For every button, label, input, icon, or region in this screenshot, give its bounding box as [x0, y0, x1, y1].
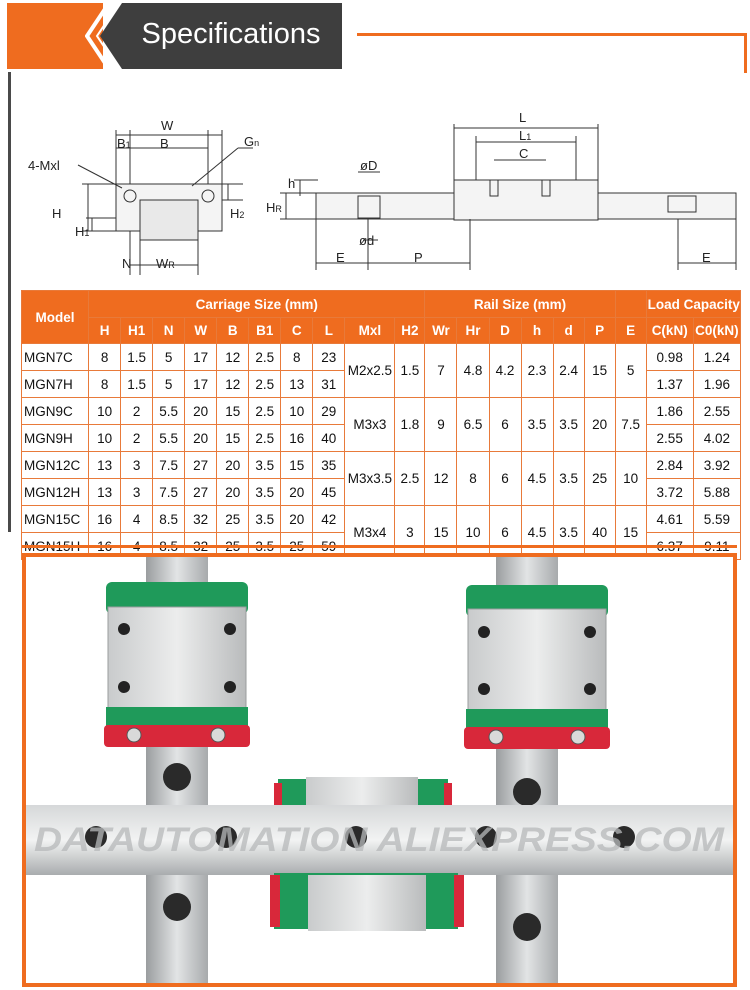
col-l: L	[313, 318, 345, 344]
table-cell: 2.84	[646, 452, 693, 479]
header-model: Model	[22, 291, 89, 344]
table-cell: 5.5	[153, 398, 185, 425]
table-cell: 2	[121, 425, 153, 452]
table-cell: 12	[217, 371, 249, 398]
table-cell: 5	[153, 344, 185, 371]
table-cell: 16	[89, 506, 121, 533]
col-n: N	[153, 318, 185, 344]
dim-l: L	[519, 110, 527, 125]
table-cell: 42	[313, 506, 345, 533]
table-cell: 13	[281, 371, 313, 398]
table-cell: 2.3	[521, 344, 553, 398]
front-view	[78, 130, 253, 275]
table-cell: 27	[185, 452, 217, 479]
dim-l1: L1	[519, 128, 532, 143]
table-cell: 13	[89, 452, 121, 479]
table-cell: 12	[425, 452, 457, 506]
table-cell: 5.88	[693, 479, 740, 506]
table-cell: 15	[217, 398, 249, 425]
col-w: W	[185, 318, 217, 344]
dim-w: W	[161, 118, 174, 133]
table-cell: 1.5	[121, 344, 153, 371]
table-cell: 31	[313, 371, 345, 398]
table-cell: 40	[313, 425, 345, 452]
table-cell: 5	[615, 344, 646, 398]
table-cell: 3.5	[249, 479, 281, 506]
dim-h1: H1	[75, 224, 90, 239]
dim-b1: B1	[117, 136, 131, 151]
table-cell: 4.02	[693, 425, 740, 452]
table-cell: 1.86	[646, 398, 693, 425]
dim-b: B	[160, 136, 169, 151]
technical-drawing	[18, 100, 743, 280]
table-cell: 2.55	[646, 425, 693, 452]
col-e: E	[615, 318, 646, 344]
table-cell: 20	[281, 506, 313, 533]
table-cell: 32	[185, 506, 217, 533]
header-load-capacity: Load Capacity	[646, 291, 740, 318]
table-cell: 20	[281, 479, 313, 506]
table-cell: M3x4	[345, 506, 395, 560]
header-rule	[357, 33, 747, 36]
table-cell: 6	[489, 398, 521, 452]
table-cell: 3.72	[646, 479, 693, 506]
table-cell: 2.5	[249, 425, 281, 452]
table-cell: 8	[281, 344, 313, 371]
table-cell: 4.5	[521, 452, 553, 506]
table-cell: 6	[489, 506, 521, 560]
table-cell: 17	[185, 344, 217, 371]
table-row	[22, 452, 741, 479]
dim-c: C	[519, 146, 529, 161]
table-cell: 5.59	[693, 506, 740, 533]
col-b1: B1	[249, 318, 281, 344]
table-cell: 2.5	[249, 398, 281, 425]
col-mxl: Mxl	[345, 318, 395, 344]
table-cell: 3.92	[693, 452, 740, 479]
table-cell: 3	[121, 479, 153, 506]
table-cell: 2.5	[249, 344, 281, 371]
dim-n: N	[122, 256, 132, 271]
model-cell: MGN9H	[22, 425, 89, 452]
table-cell: 7.5	[615, 398, 646, 452]
table-cell: 40	[584, 506, 615, 560]
dim-mxl: 4-Mxl	[28, 158, 60, 173]
header-carriage-size: Carriage Size (mm)	[89, 291, 425, 318]
col-small-h: h	[521, 318, 553, 344]
side-view	[280, 124, 736, 270]
table-cell: 7	[425, 344, 457, 398]
table-cell: 4	[121, 506, 153, 533]
table-cell: 10	[457, 506, 489, 560]
model-cell: MGN7C	[22, 344, 89, 371]
dim-e-right: E	[702, 250, 711, 265]
table-cell: 4.61	[646, 506, 693, 533]
table-row	[22, 506, 741, 533]
table-cell: 20	[185, 398, 217, 425]
table-cell: 7.5	[153, 452, 185, 479]
table-cell: M3x3.5	[345, 452, 395, 506]
table-cell: 1.37	[646, 371, 693, 398]
col-wr: Wr	[425, 318, 457, 344]
table-cell: 0.98	[646, 344, 693, 371]
product-photo-frame	[22, 553, 737, 987]
table-cell: 10	[89, 398, 121, 425]
table-cell: 5.5	[153, 425, 185, 452]
table-cell: 3.5	[521, 398, 553, 452]
table-cell: 2.55	[693, 398, 740, 425]
section-divider	[22, 545, 737, 548]
col-c: C	[281, 318, 313, 344]
table-cell: 9	[425, 398, 457, 452]
table-cell: 20	[185, 425, 217, 452]
table-cell: 10	[89, 425, 121, 452]
table-cell: 8	[457, 452, 489, 506]
table-cell: 4.2	[489, 344, 521, 398]
col-h: H	[89, 318, 121, 344]
table-cell: 15	[217, 425, 249, 452]
table-cell: 16	[281, 425, 313, 452]
col-p: P	[584, 318, 615, 344]
model-cell: MGN12C	[22, 452, 89, 479]
dim-d-large: øD	[360, 158, 378, 173]
table-cell: 20	[217, 479, 249, 506]
table-cell: 27	[185, 479, 217, 506]
table-cell: 3	[121, 452, 153, 479]
table-cell: 15	[615, 506, 646, 560]
product-photo	[26, 557, 733, 983]
table-cell: 3.5	[249, 452, 281, 479]
table-cell: 1.5	[121, 371, 153, 398]
model-cell: MGN7H	[22, 371, 89, 398]
dim-h: H	[52, 206, 62, 221]
model-cell: MGN9C	[22, 398, 89, 425]
table-cell: 20	[584, 398, 615, 452]
dim-e: E	[336, 250, 345, 265]
table-cell: 15	[425, 506, 457, 560]
table-cell: 2	[121, 398, 153, 425]
header-rail-size: Rail Size (mm)	[425, 291, 615, 318]
col-d-large: D	[489, 318, 521, 344]
model-cell: MGN12H	[22, 479, 89, 506]
page-title: Specifications	[141, 18, 321, 50]
watermark-text: DATAUTOMATION ALIEXPRESS.COM	[34, 821, 725, 859]
table-cell: 3.5	[553, 398, 584, 452]
table-cell: 15	[584, 344, 615, 398]
table-cell: 17	[185, 371, 217, 398]
table-cell: 2.5	[249, 371, 281, 398]
table-cell: 7.5	[153, 479, 185, 506]
col-hr: Hr	[457, 318, 489, 344]
model-cell: MGN15C	[22, 506, 89, 533]
table-cell: 10	[615, 452, 646, 506]
dim-h2: H2	[230, 206, 245, 221]
table-cell: 25	[584, 452, 615, 506]
dim-hr: HR	[266, 200, 282, 215]
table-cell: 2.4	[553, 344, 584, 398]
table-cell: 2.5	[395, 452, 425, 506]
section-frame-left	[8, 72, 11, 532]
col-h1: H1	[121, 318, 153, 344]
dim-d-small: ød	[359, 233, 375, 248]
table-cell: 8	[89, 344, 121, 371]
table-cell: 15	[281, 452, 313, 479]
col-c-kn: C(kN)	[646, 318, 693, 344]
table-cell: M3x3	[345, 398, 395, 452]
table-cell: 23	[313, 344, 345, 371]
col-h2: H2	[395, 318, 425, 344]
table-cell: 1.96	[693, 371, 740, 398]
table-cell: 29	[313, 398, 345, 425]
header-blank	[615, 291, 646, 318]
col-d-small: d	[553, 318, 584, 344]
table-cell: 35	[313, 452, 345, 479]
table-cell: 25	[217, 506, 249, 533]
table-cell: 3.5	[553, 506, 584, 560]
table-cell: 1.5	[395, 344, 425, 398]
table-cell: 1.24	[693, 344, 740, 371]
dim-p: P	[414, 250, 423, 265]
dim-small-h: h	[288, 176, 296, 191]
table-cell: 1.8	[395, 398, 425, 452]
table-cell: 8	[89, 371, 121, 398]
table-row	[22, 344, 741, 371]
dim-wr: WR	[156, 256, 175, 271]
table-cell: 3	[395, 506, 425, 560]
col-c0-kn: C0(kN)	[693, 318, 740, 344]
table-cell: 6	[489, 452, 521, 506]
table-cell: 4.5	[521, 506, 553, 560]
table-row	[22, 398, 741, 425]
col-b: B	[217, 318, 249, 344]
table-cell: 10	[281, 398, 313, 425]
table-cell: M2x2.5	[345, 344, 395, 398]
table-cell: 3.5	[249, 506, 281, 533]
header-rule-vertical	[744, 33, 747, 73]
table-cell: 8.5	[153, 506, 185, 533]
dim-gn: Gn	[244, 134, 260, 149]
table-cell: 12	[217, 344, 249, 371]
table-cell: 5	[153, 371, 185, 398]
table-cell: 6.5	[457, 398, 489, 452]
table-cell: 20	[217, 452, 249, 479]
table-cell: 13	[89, 479, 121, 506]
table-cell: 3.5	[553, 452, 584, 506]
table-cell: 45	[313, 479, 345, 506]
table-cell: 4.8	[457, 344, 489, 398]
spec-table	[21, 290, 741, 560]
